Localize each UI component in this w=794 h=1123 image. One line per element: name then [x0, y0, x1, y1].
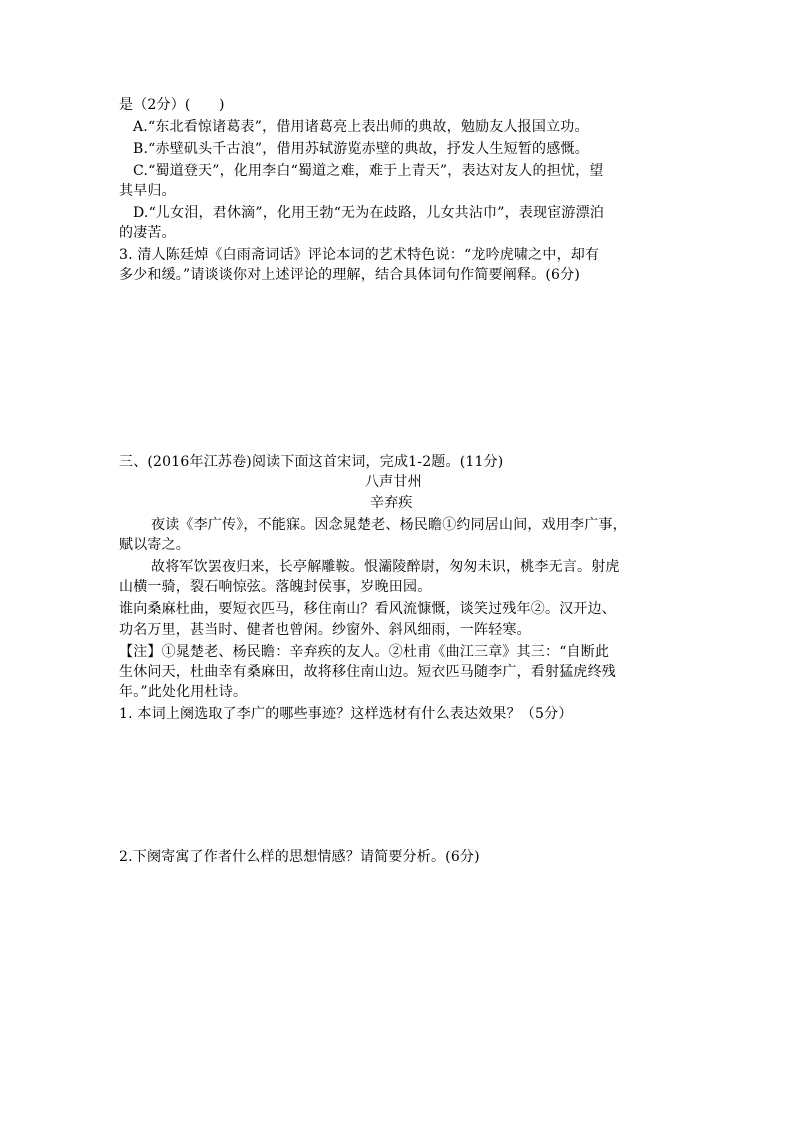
option-d-line-2: 的凄苦。	[119, 225, 176, 241]
poem-title: 八声甘州	[365, 474, 422, 490]
preface-line-1: 夜读《李广传》，不能寐。因念晁楚老、杨民瞻①约同居山间，戏用李广事，	[151, 517, 627, 533]
poem-line-2: 山横一骑，裂石响惊弦。落魄封侯事，岁晚田园。	[119, 579, 432, 595]
option-a: A.“东北看惊诸葛表”，借用诸葛亮上表出师的典故，勉励友人报国立功。	[133, 119, 589, 135]
poem-line-4: 功名万里，甚当时、健者也曾闲。纱窗外、斜风细雨，一阵轻寒。	[119, 622, 531, 638]
question-3-line-2: 多少和缓。”请谈谈你对上述评论的理解，结合具体词句作简要阐释。(6分)	[119, 267, 580, 283]
preface-line-2: 赋以寄之。	[119, 537, 190, 553]
question-2: 2.下阕寄寓了作者什么样的思想情感？请简要分析。(6分)	[119, 849, 480, 865]
question-stem-tail: 是（2分）( )	[119, 97, 225, 113]
poem-line-1: 故将军饮罢夜归来，长亭解雕鞍。恨灞陵醉尉，匆匆未识，桃李无言。射虎	[151, 559, 620, 575]
note-line-2: 生休问天，杜曲幸有桑麻田，故将移住南山边。短衣匹马随李广，看射猛虎终残	[119, 664, 616, 680]
section-3-heading: 三、(2016年江苏卷)阅读下面这首宋词，完成1-2题。(11分)	[119, 454, 504, 470]
option-d-line-1: D.“儿女泪，君休滴”，化用王勃“无为在歧路，儿女共沾巾”，表现宦游漂泊	[133, 205, 605, 221]
poem-author: 辛弃疾	[370, 495, 413, 511]
poem-line-3: 谁向桑麻杜曲，要短衣匹马，移住南山？看风流慷慨，谈笑过残年②。汉开边、	[119, 601, 616, 617]
option-b: B.“赤壁矶头千古浪”，借用苏轼游览赤壁的典故，抒发人生短暂的感慨。	[133, 141, 589, 157]
option-c-line-2: 其早归。	[119, 183, 176, 199]
question-3-line-1: 3. 清人陈廷焯《白雨斋词话》评论本词的艺术特色说：“龙吟虎啸之中，却有	[119, 247, 600, 263]
question-1: 1. 本词上阕选取了李广的哪些事迹？这样选材有什么表达效果？（5分）	[119, 706, 573, 722]
option-c-line-1: C.“蜀道登天”，化用李白“蜀道之难，难于上青天”，表达对友人的担忧，望	[133, 163, 604, 179]
note-line-3: 年。”此处化用杜诗。	[119, 684, 248, 700]
note-line-1: 【注】①晁楚老、杨民瞻：辛弃疾的友人。②杜甫《曲江三章》其三：“自断此	[119, 644, 610, 660]
